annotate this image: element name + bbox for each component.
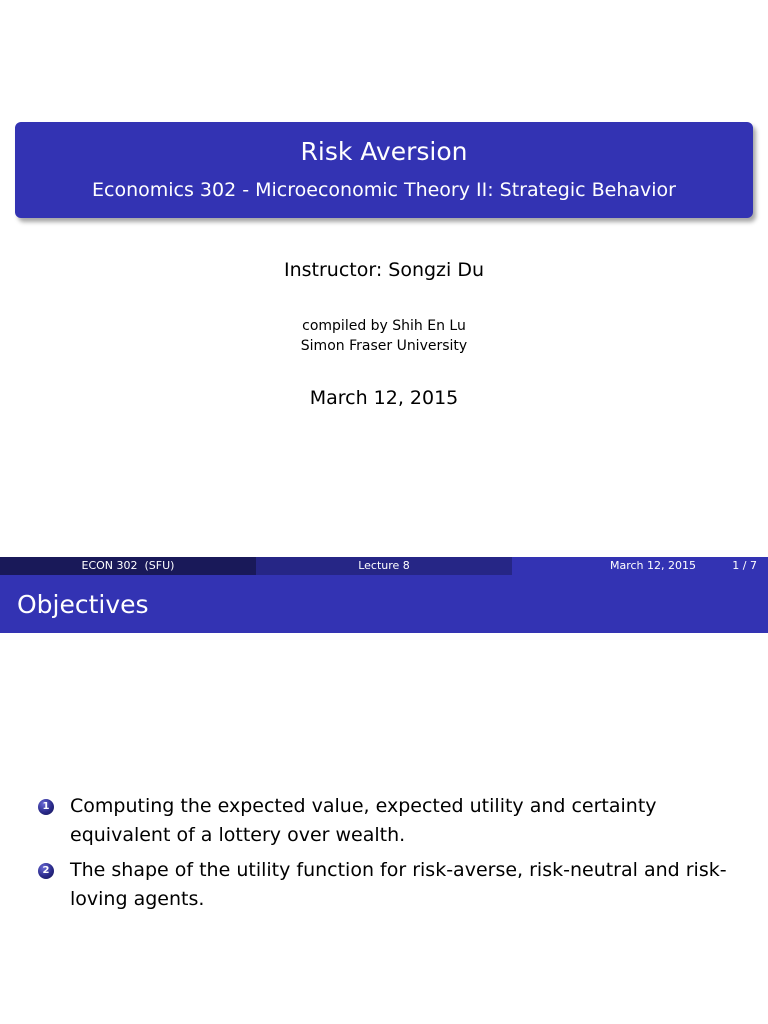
footer-date: March 12, 2015 — [609, 559, 696, 572]
list-item-text: The shape of the utility function for risk-averse, risk-neutral and risk-loving agents. — [70, 859, 727, 910]
presentation-title: Risk Aversion — [300, 137, 468, 166]
footer-course-label: ECON 302 (SFU) — [81, 559, 175, 572]
presentation-date: March 12, 2015 — [309, 387, 459, 409]
instructor-name: Instructor: Songzi Du — [283, 259, 485, 281]
frame-title-bar — [0, 575, 768, 633]
objectives-list — [38, 792, 738, 920]
list-item — [38, 856, 738, 914]
list-item-text: Computing the expected value, expected utility and certainty equivalent of a lottery over wealth. — [70, 795, 657, 846]
compiled-by: compiled by Shih En Lu — [302, 318, 466, 334]
footer-lecture-label: Lecture 8 — [358, 559, 410, 572]
footer-lecture — [256, 557, 512, 575]
frame-title: Objectives — [17, 590, 149, 619]
footer-bar — [0, 557, 768, 575]
numbered-bullet-icon: 2 — [38, 863, 54, 879]
footer-page-number: 1 / 7 — [732, 559, 757, 572]
numbered-bullet-icon: 1 — [38, 799, 54, 815]
footer-meta — [512, 557, 768, 575]
footer-course — [0, 557, 256, 575]
title-block — [15, 122, 753, 218]
compiled-info — [0, 316, 768, 356]
presentation-subtitle: Economics 302 - Microeconomic Theory II: Strategic Behavior — [92, 179, 676, 201]
institution: Simon Fraser University — [300, 338, 468, 354]
list-item — [38, 792, 738, 850]
